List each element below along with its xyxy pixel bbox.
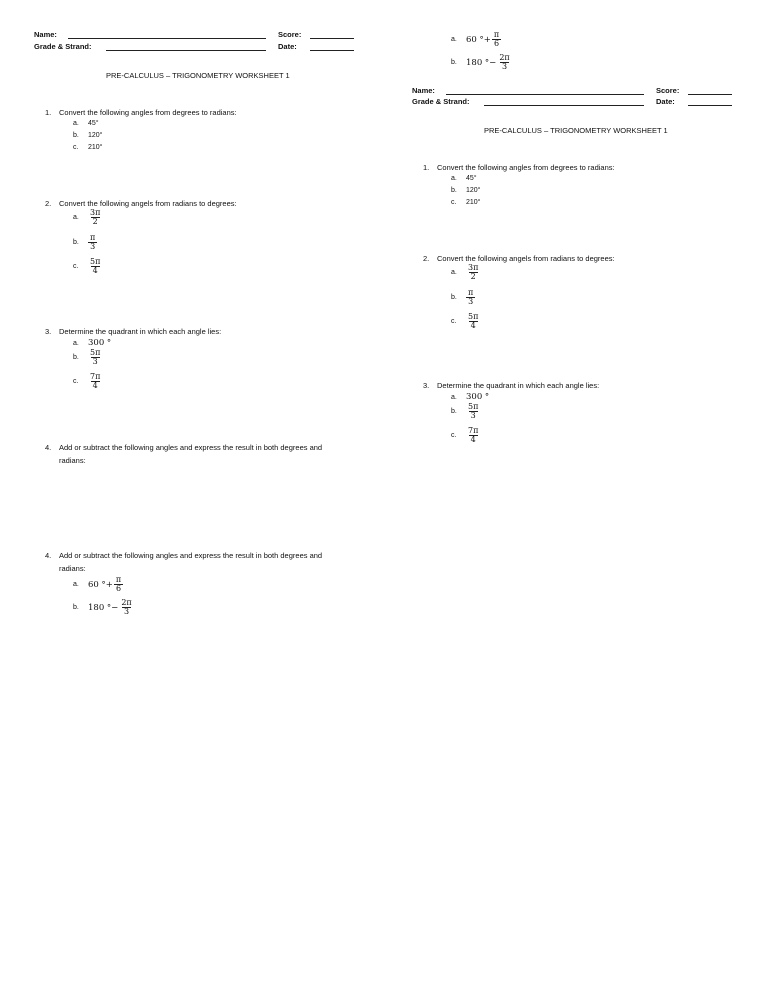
q1-item-c: c. 210° <box>73 144 103 151</box>
score-label: Score: <box>278 30 302 39</box>
q3-item-c: c. $\frac{7\pi}{4}$ <box>451 426 479 444</box>
q1-item-c: c. 210° <box>451 199 481 206</box>
q3-item-b: b. $\frac{5\pi}{3}$ <box>73 348 101 366</box>
q2-item-b: b. $\frac{\pi}{3}$ <box>451 288 474 306</box>
q3-item-a: a. 300 ° <box>451 392 490 402</box>
question-3: 3. Determine the quadrant in which each angle lies: <box>423 381 600 390</box>
name-label: Name: <box>34 30 57 39</box>
top-item-a: a. 60 °+ $\frac{\pi}{6}$ <box>451 30 500 48</box>
question-3: 3. Determine the quadrant in which each angle lies: <box>45 327 222 336</box>
grade-label: Grade & Strand: <box>412 97 470 106</box>
name-line <box>446 94 644 95</box>
q4-item-b: b. 180 °− $\frac{2\pi}{3}$ <box>73 598 132 616</box>
date-label: Date: <box>278 42 297 51</box>
q3-item-a: a. 300 ° <box>73 338 112 348</box>
question-4-first: 4. Add or subtract the following angles and express the result in both degrees and <box>45 443 323 452</box>
question-2: 2. Convert the following angels from radians to degrees: <box>423 254 615 263</box>
q2-item-a: a. $\frac{3\pi}{2}$ <box>73 208 101 226</box>
q1-item-b: b. 120° <box>73 132 103 139</box>
question-1: 1. Convert the following angles from degrees to radians: <box>423 163 615 172</box>
q2-item-c: c. $\frac{5\pi}{4}$ <box>451 312 479 330</box>
question-1: 1. Convert the following angles from degrees to radians: <box>45 108 237 117</box>
q3-item-b: b. $\frac{5\pi}{3}$ <box>451 402 479 420</box>
top-item-b: b. 180 °− $\frac{2\pi}{3}$ <box>451 53 510 71</box>
grade-line <box>106 50 266 51</box>
worksheet-title: PRE-CALCULUS – TRIGONOMETRY WORKSHEET 1 <box>484 126 668 135</box>
name-label: Name: <box>412 86 435 95</box>
q3-item-c: c. $\frac{7\pi}{4}$ <box>73 372 101 390</box>
question-4-second-line2: radians: <box>59 564 86 573</box>
q4-item-a: a. 60 °+ $\frac{\pi}{6}$ <box>73 575 122 593</box>
name-line <box>68 38 266 39</box>
q1-item-a: a. 45° <box>451 175 477 182</box>
grade-line <box>484 105 644 106</box>
date-label: Date: <box>656 97 675 106</box>
question-4-second: 4. Add or subtract the following angles and express the result in both degrees and <box>45 551 323 560</box>
q2-item-b: b. $\frac{\pi}{3}$ <box>73 233 96 251</box>
date-line <box>688 105 732 106</box>
score-line <box>310 38 354 39</box>
q2-item-a: a. $\frac{3\pi}{2}$ <box>451 263 479 281</box>
q1-item-b: b. 120° <box>451 187 481 194</box>
q2-item-c: c. $\frac{5\pi}{4}$ <box>73 257 101 275</box>
grade-label: Grade & Strand: <box>34 42 92 51</box>
question-4-first-line2: radians: <box>59 456 86 465</box>
date-line <box>310 50 354 51</box>
score-label: Score: <box>656 86 680 95</box>
question-2: 2. Convert the following angels from radians to degrees: <box>45 199 237 208</box>
worksheet-title: PRE-CALCULUS – TRIGONOMETRY WORKSHEET 1 <box>106 71 290 80</box>
score-line <box>688 94 732 95</box>
q1-item-a: a. 45° <box>73 120 99 127</box>
